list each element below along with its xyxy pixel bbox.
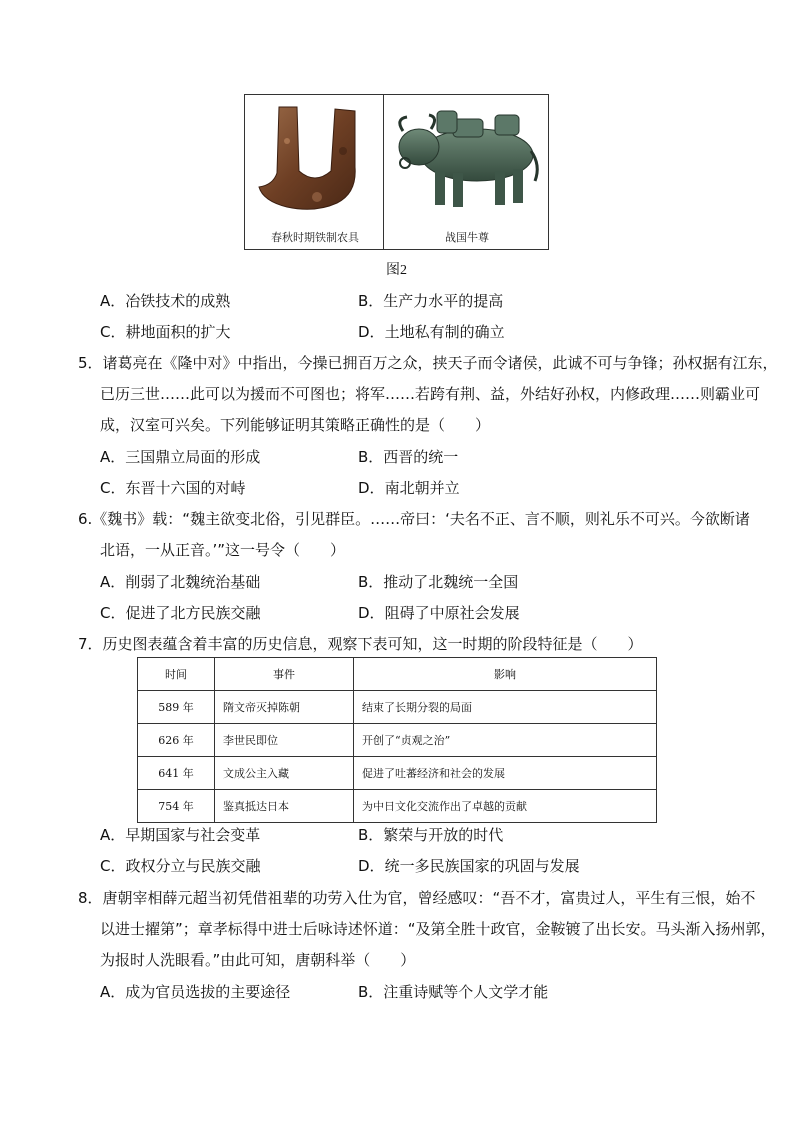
- q7-option-c[interactable]: [100, 855, 261, 876]
- q6-option-a[interactable]: [100, 571, 260, 592]
- iron-tool-icon: [257, 101, 373, 217]
- option-text: 削弱了北魏统治基础: [125, 573, 261, 591]
- table-row: [138, 724, 657, 757]
- option-text: 推动了北魏统一全国: [383, 573, 519, 591]
- option-label: C．: [100, 323, 126, 341]
- table-row: [138, 691, 657, 724]
- table-cell: 589 年: [138, 691, 215, 724]
- option-label: D．: [358, 323, 385, 341]
- q7-option-b[interactable]: [358, 824, 503, 845]
- q8-option-a[interactable]: [100, 981, 290, 1002]
- table-header: 影响: [354, 658, 657, 691]
- q7-option-a[interactable]: [100, 824, 260, 845]
- option-label: C．: [100, 857, 126, 875]
- option-text: 耕地面积的扩大: [125, 323, 231, 341]
- q4-option-c[interactable]: [100, 321, 231, 342]
- option-label: B．: [358, 826, 384, 844]
- q6-option-c[interactable]: [100, 602, 261, 623]
- option-text: 三国鼎立局面的形成: [125, 448, 261, 466]
- table-cell: 鉴真抵达日本: [215, 790, 354, 823]
- table-header: 时间: [138, 658, 215, 691]
- figure-divider: [383, 95, 384, 249]
- figure-right-caption: 战国牛尊: [445, 231, 489, 244]
- table-cell: 促进了吐蕃经济和社会的发展: [354, 757, 657, 790]
- option-text: 冶铁技术的成熟: [125, 292, 231, 310]
- table-cell: 李世民即位: [215, 724, 354, 757]
- q7-option-d[interactable]: [358, 855, 580, 876]
- option-label: D．: [358, 604, 385, 622]
- q6-option-b[interactable]: [358, 571, 518, 592]
- option-text: 繁荣与开放的时代: [383, 826, 504, 844]
- q5-option-b[interactable]: [358, 446, 458, 467]
- option-text: 注重诗赋等个人文学才能: [383, 983, 549, 1001]
- q8-stem-line-3: 为报时人洗眼看。”由此可知，唐朝科举（ ）: [100, 951, 416, 969]
- q5-stem-line-2: 已历三世……此可以为援而不可图也；将军……若跨有荆、益，外结好孙权，内修政理……则霸业可: [100, 385, 761, 403]
- option-text: 阻碍了中原社会发展: [384, 604, 520, 622]
- option-text: 统一多民族国家的巩固与发展: [384, 857, 580, 875]
- q6-stem-line-1: 6.《魏书》载：“魏主欲变北俗，引见群臣。……帝曰：‘夫名不正、言不顺，则礼乐不可兴。今欲断诸: [78, 510, 750, 528]
- q5-option-d[interactable]: [358, 477, 460, 498]
- table-cell: 641 年: [138, 757, 215, 790]
- q8-stem-line-1: 8．唐朝宰相薛元超当初凭借祖辈的功劳入仕为官，曾经感叹：“吾不才，富贵过人，平生有三恨，始不: [78, 889, 756, 907]
- q5-stem-line-3: 成，汉室可兴矣。下列能够证明其策略正确性的是（ ）: [100, 416, 491, 434]
- option-label: A．: [100, 826, 126, 844]
- table-cell: 为中日文化交流作出了卓越的贡献: [354, 790, 657, 823]
- option-text: 生产力水平的提高: [383, 292, 504, 310]
- table-header-row: [138, 658, 657, 691]
- figure-title: 图2: [386, 263, 407, 278]
- option-text: 政权分立与民族交融: [125, 857, 261, 875]
- table-cell: 开创了“贞观之治”: [354, 724, 657, 757]
- option-label: D．: [358, 479, 385, 497]
- option-label: C．: [100, 604, 126, 622]
- option-text: 南北朝并立: [384, 479, 460, 497]
- option-text: 成为官员选拔的主要途径: [125, 983, 291, 1001]
- table-row: [138, 757, 657, 790]
- table-cell: 隋文帝灭掉陈朝: [215, 691, 354, 724]
- option-label: B．: [358, 448, 384, 466]
- option-label: A．: [100, 292, 126, 310]
- q5-option-a[interactable]: [100, 446, 260, 467]
- q7-stem: 7．历史图表蕴含着丰富的历史信息，观察下表可知，这一时期的阶段特征是（ ）: [78, 635, 643, 653]
- option-text: 土地私有制的确立: [384, 323, 505, 341]
- q4-option-a[interactable]: [100, 290, 230, 311]
- option-label: A．: [100, 983, 126, 1001]
- option-text: 促进了北方民族交融: [125, 604, 261, 622]
- option-label: D．: [358, 857, 385, 875]
- q8-option-b[interactable]: [358, 981, 548, 1002]
- option-label: C．: [100, 479, 126, 497]
- q5-stem-line-1: 5．诸葛亮在《隆中对》中指出，今操已拥百万之众，挟天子而令诸侯，此诚不可与争锋；孙权据有江东，: [78, 354, 778, 372]
- figure-2: [244, 94, 549, 250]
- table-cell: 文成公主入藏: [215, 757, 354, 790]
- q4-option-b[interactable]: [358, 290, 503, 311]
- option-text: 东晋十六国的对峙: [125, 479, 246, 497]
- option-label: B．: [358, 983, 384, 1001]
- q6-stem-line-2: 北语，一从正音。’”这一号令（ ）: [100, 541, 346, 559]
- table-header: 事件: [215, 658, 354, 691]
- bronze-ox-vessel-icon: [391, 105, 543, 217]
- option-text: 西晋的统一: [383, 448, 459, 466]
- figure-left-caption: 春秋时期铁制农具: [271, 231, 359, 244]
- q8-stem-line-2: 以进士擢第”；章孝标得中进士后咏诗述怀道：“及第全胜十政官，金鞍镀了出长安。马头渐入扬州郭，: [100, 920, 776, 938]
- events-table: [137, 657, 657, 823]
- option-label: B．: [358, 573, 384, 591]
- table-cell: 754 年: [138, 790, 215, 823]
- table-cell: 结束了长期分裂的局面: [354, 691, 657, 724]
- option-text: 早期国家与社会变革: [125, 826, 261, 844]
- option-label: B．: [358, 292, 384, 310]
- table-cell: 626 年: [138, 724, 215, 757]
- q5-option-c[interactable]: [100, 477, 246, 498]
- option-label: A．: [100, 573, 126, 591]
- option-label: A．: [100, 448, 126, 466]
- table-row: [138, 790, 657, 823]
- q6-option-d[interactable]: [358, 602, 520, 623]
- q4-option-d[interactable]: [358, 321, 505, 342]
